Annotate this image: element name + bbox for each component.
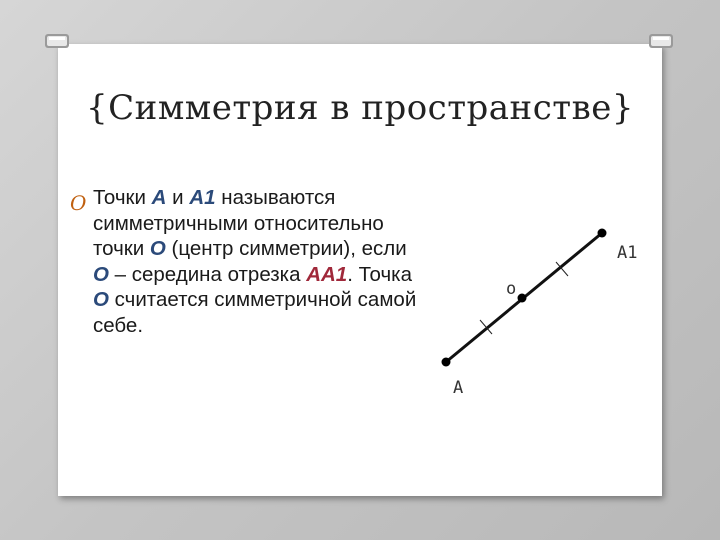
point-o [518, 294, 527, 303]
point-o-term: О [93, 262, 109, 286]
bullet-marker-icon: O [70, 191, 87, 215]
definition-text: Точки А и А1 называются симметричными относительно точки О (центр симметрии), если О – середина отрезка АА1. Точка О считается симметричной самой себе. [93, 186, 417, 337]
point-o-term: О [93, 288, 109, 311]
label-o: o [506, 279, 517, 299]
point-a1 [598, 229, 607, 238]
slide-title: {Симметрия в пространстве} [86, 88, 634, 128]
label-a1: A1 [617, 243, 638, 263]
point-a [442, 358, 451, 367]
point-o-term: О [149, 237, 166, 260]
segment-aa1-term: АА1 [306, 262, 348, 286]
point-a-term: А [151, 186, 167, 209]
label-a: A [453, 378, 464, 398]
point-a1-term: А1 [189, 186, 216, 209]
